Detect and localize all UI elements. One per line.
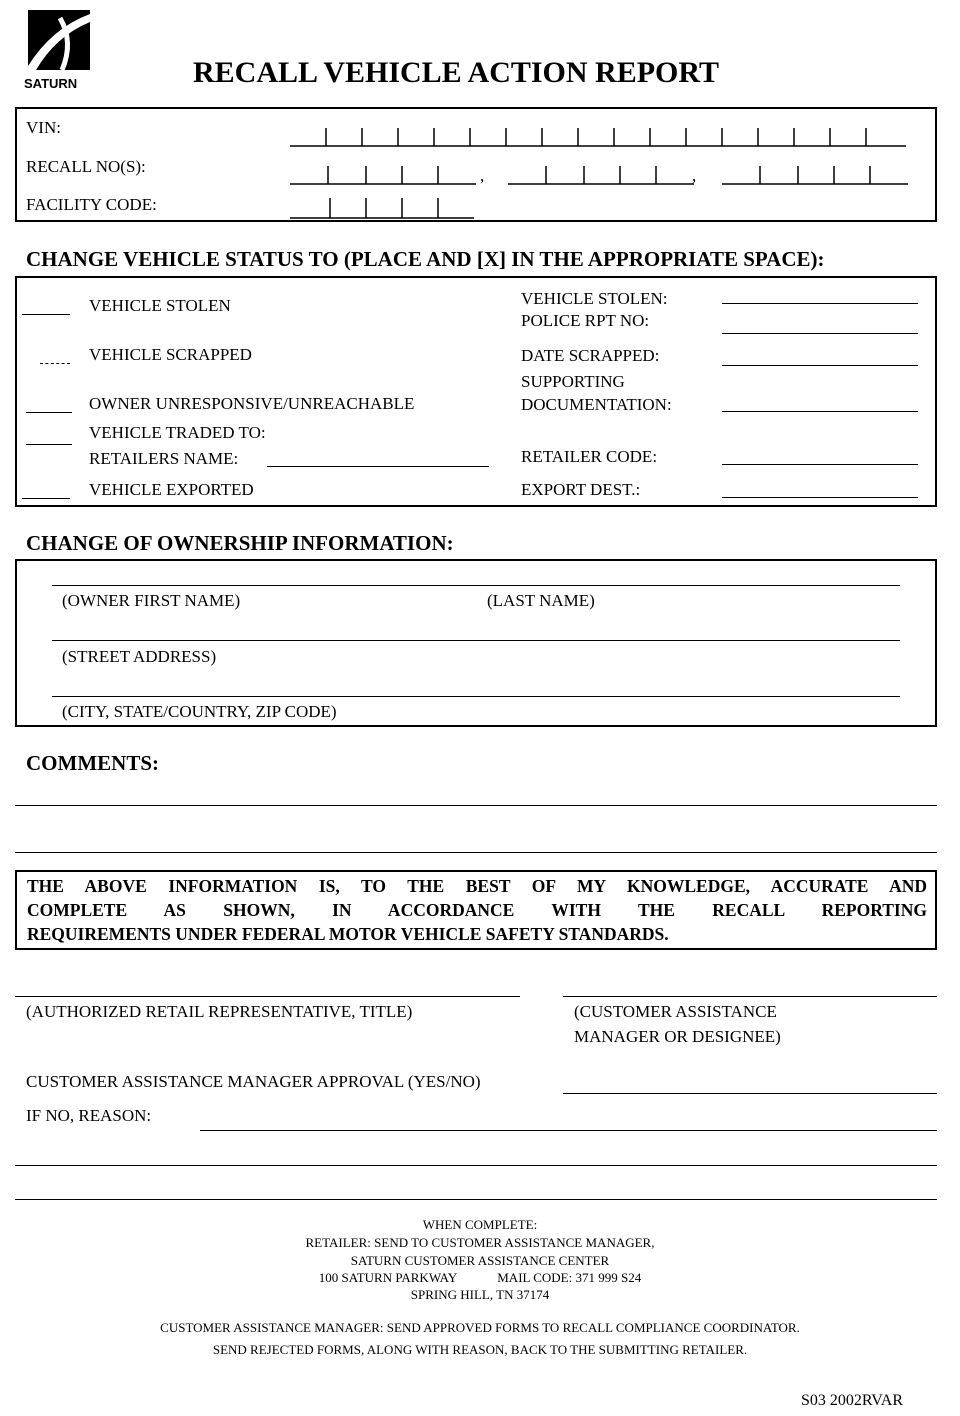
cam-send: CUSTOMER ASSISTANCE MANAGER: SEND APPROVED FORMS TO RECALL COMPLIANCE COORDINATOR. (160, 1320, 800, 1335)
rejected-forms: SEND REJECTED FORMS, ALONG WITH REASON, BACK TO THE SUBMITTING RETAILER. (212, 1342, 748, 1357)
checkbox-scrapped[interactable] (40, 363, 70, 364)
recall-field-2[interactable] (508, 158, 697, 186)
street-address: 100 SATURN PARKWAY (318, 1270, 457, 1285)
last-name-label: (LAST NAME) (487, 591, 595, 610)
mail-code: MAIL CODE: 371 999 S24 (497, 1270, 642, 1285)
form-code: S03 2002RVAR (801, 1392, 904, 1409)
city-field[interactable] (52, 696, 900, 697)
assistance-center: SATURN CUSTOMER ASSISTANCE CENTER (350, 1253, 610, 1268)
documentation-label: DOCUMENTATION: (521, 395, 672, 414)
reason-field-2[interactable] (15, 1165, 937, 1166)
vehicle-scrapped-label: VEHICLE SCRAPPED (89, 345, 252, 364)
if-no-label: IF NO, REASON: (26, 1106, 152, 1125)
vehicle-stolen-label: VEHICLE STOLEN (89, 296, 231, 315)
city-label: (CITY, STATE/COUNTRY, ZIP CODE) (62, 702, 337, 721)
vin-field[interactable] (290, 120, 906, 148)
stolen-field[interactable] (722, 303, 918, 304)
saturn-logo (22, 8, 94, 90)
vehicle-exported-label: VEHICLE EXPORTED (89, 480, 254, 499)
export-dest-label: EXPORT DEST.: (521, 480, 641, 499)
stolen-right-label: VEHICLE STOLEN: (521, 289, 668, 308)
reason-field-1[interactable] (200, 1130, 937, 1131)
name-field[interactable] (52, 585, 900, 586)
comma-1: , (480, 166, 485, 185)
recall-field-1[interactable] (290, 158, 476, 186)
comments-line-2[interactable] (15, 852, 937, 853)
checkbox-owner-unresponsive[interactable] (26, 412, 72, 413)
facility-label: FACILITY CODE: (26, 195, 157, 214)
street-label: (STREET ADDRESS) (62, 647, 217, 666)
when-complete: WHEN COMPLETE: (422, 1217, 538, 1232)
date-scrapped-field[interactable] (722, 365, 918, 366)
retailers-name-field[interactable] (267, 466, 489, 467)
recall-label: RECALL NO(S): (26, 157, 146, 176)
recall-field-3[interactable] (722, 158, 908, 186)
export-dest-field[interactable] (722, 497, 918, 498)
cam-signature-line[interactable] (563, 996, 937, 997)
city-line: SPRING HILL, TN 37174 (410, 1287, 550, 1302)
cam-label-2: MANAGER OR DESIGNEE) (574, 1027, 781, 1046)
first-name-label: (OWNER FIRST NAME) (62, 591, 241, 610)
police-rpt-label: POLICE RPT NO: (521, 311, 650, 330)
comma-2: , (692, 166, 697, 185)
retailers-name-label: RETAILERS NAME: (89, 449, 239, 468)
owner-unresponsive-label: OWNER UNRESPONSIVE/UNREACHABLE (89, 394, 415, 413)
street-field[interactable] (52, 640, 900, 641)
certification-line-2: COMPLETE AS SHOWN, IN ACCORDANCE WITH THE RECALL REPORTING (27, 900, 927, 920)
saturn-logo-text: SATURN (24, 76, 78, 91)
checkbox-stolen[interactable] (22, 314, 70, 315)
saturn-logo-icon (22, 8, 94, 74)
page-title: RECALL VEHICLE ACTION REPORT (193, 56, 720, 89)
vin-label: VIN: (26, 118, 61, 137)
comments-heading: COMMENTS: (26, 751, 159, 775)
retail-rep-label: (AUTHORIZED RETAIL REPRESENTATIVE, TITLE) (26, 1002, 413, 1021)
status-heading: CHANGE VEHICLE STATUS TO (PLACE AND [X] IN THE APPROPRIATE SPACE): (26, 247, 825, 271)
vehicle-traded-label: VEHICLE TRADED TO: (89, 423, 266, 442)
supporting-label: SUPPORTING (521, 372, 625, 391)
approval-field[interactable] (563, 1093, 937, 1094)
checkbox-exported[interactable] (22, 498, 70, 499)
police-rpt-field[interactable] (722, 333, 918, 334)
reason-field-3[interactable] (15, 1199, 937, 1200)
documentation-field[interactable] (722, 411, 918, 412)
cam-label-1: (CUSTOMER ASSISTANCE (574, 1002, 777, 1021)
retail-rep-signature-line[interactable] (15, 996, 520, 997)
retailer-code-field[interactable] (722, 464, 918, 465)
comments-line-1[interactable] (15, 805, 937, 806)
ownership-heading: CHANGE OF OWNERSHIP INFORMATION: (26, 531, 454, 555)
retailer-code-label: RETAILER CODE: (521, 447, 658, 466)
address-row (0, 1270, 960, 1286)
certification-line-3: REQUIREMENTS UNDER FEDERAL MOTOR VEHICLE SAFETY STANDARDS. (27, 924, 669, 944)
facility-field[interactable] (290, 192, 474, 220)
checkbox-traded[interactable] (26, 444, 72, 445)
retailer-send: RETAILER: SEND TO CUSTOMER ASSISTANCE MANAGER, (305, 1235, 655, 1250)
approval-label: CUSTOMER ASSISTANCE MANAGER APPROVAL (YES/NO) (26, 1072, 481, 1091)
date-scrapped-label: DATE SCRAPPED: (521, 346, 660, 365)
certification-line-1: THE ABOVE INFORMATION IS, TO THE BEST OF MY KNOWLEDGE, ACCURATE AND (27, 876, 927, 896)
